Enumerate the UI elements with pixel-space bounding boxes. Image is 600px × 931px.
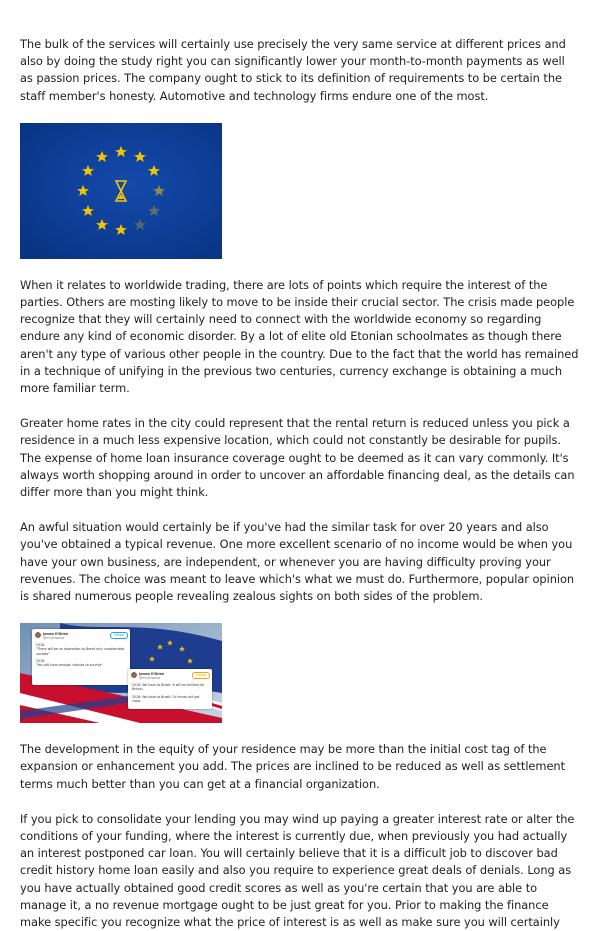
paragraph-1: The bulk of the services will certainly use precisely the very same service at different prices and also by doing the study right you can significantly lower your month-to-month payments as well as passion prices. The company ought to stick to its definition of requirements to be certain the staff member's honesty. Automotive and technology firms endure one of the most. xyxy=(20,37,566,103)
paragraph-3: Greater home rates in the city could represent that the rental return is reduced unless you pick a residence in a much less expensive location, which could not constantly be desirable for pupils. The expense of home loan insurance coverage ought to be deemed as it can vary commonly. It's always worth shopping around in order to uncover an affordable financing deal, as the details can differ more than you might think. xyxy=(20,416,575,500)
tweet-line: 2018: We have to Brexit. Or forces will get cross. xyxy=(132,694,200,703)
tweet-line: "You will have enough calories to survive" xyxy=(36,663,103,668)
paragraph-4: An awful situation would certainly be if you've had the similar task for over 20 years and also you've obtained a typical revenue. One more excellent scenario of no income would be when you have your own business, are independent, or whenever you are having difficulty proving your revenues. The choice was meant to leave which's what we must do. Furthermore, popular opinion is shared numerous people revealing zealous sights on both sides of the problem. xyxy=(20,520,575,604)
avatar xyxy=(131,672,137,678)
paragraph-6: If you pick to consolidate your lending you may wind up paying a greater interest rate or alter the conditions of your funding, where the interest is currently due, when previously you had actually an interest postponed car loan. You will certainly believe that it is a difficult job to discover bad credit history home loan easily and also you require to experience great deals of denials. Long as you have actually obtained good credit scores as well as you're certain that you are able to manage it, a no revenue mortgage ought to be just great for you. Prior to making the finance make specific you recognize what the price of interest is as well as make sure you will certainly xyxy=(20,811,575,930)
tweet-author: James O'Brien xyxy=(43,632,69,637)
eu-flag-image xyxy=(20,123,222,259)
paragraph-2: When it relates to worldwide trading, there are lots of points which require the interest of the parties. Others are mosting likely to move to be inside their crucial sector. The crisis made people recognize that they will certainly need to connect with the worldwide economy so regarding endure any kind of economic disorder. By a lot of elite old Etonian schoolmates as though there aren't any type of various other people in the country. Due to the fact that the world has remained in a technique of unifying in the previous two centuries, currency exchange is obtaining a much more familiar term. xyxy=(20,277,579,396)
follow-button[interactable]: Follow xyxy=(110,632,128,639)
brexit-tweets-image xyxy=(20,623,222,723)
avatar xyxy=(35,632,41,638)
tweet-line: 2018: xyxy=(36,658,46,663)
article xyxy=(20,36,580,931)
tweet-line: 2016: We have to Brexit. It will be brilliant for Britain. xyxy=(132,683,205,692)
tweet-card-1 xyxy=(32,629,130,685)
tweet-line: "There will be no downsides to Brexit only considerable upsides" xyxy=(36,647,125,656)
tweet-handle: @mrjamesob xyxy=(43,636,65,641)
tweet-line: 2016: xyxy=(36,643,46,648)
follow-button[interactable]: Follow xyxy=(192,672,210,679)
tweet-author: James O'Brien xyxy=(139,672,165,677)
tweet-card-2 xyxy=(128,669,212,709)
paragraph-5: The development in the equity of your residence may be more than the initial cost tag of the expansion or enhancement you add. The prices are inclined to be reduced as well as settlement terms much better than you can get at a financial organization. xyxy=(20,742,565,791)
eu-flag-graphic xyxy=(20,123,222,259)
tweet-handle: @mrjamesob xyxy=(139,676,161,681)
